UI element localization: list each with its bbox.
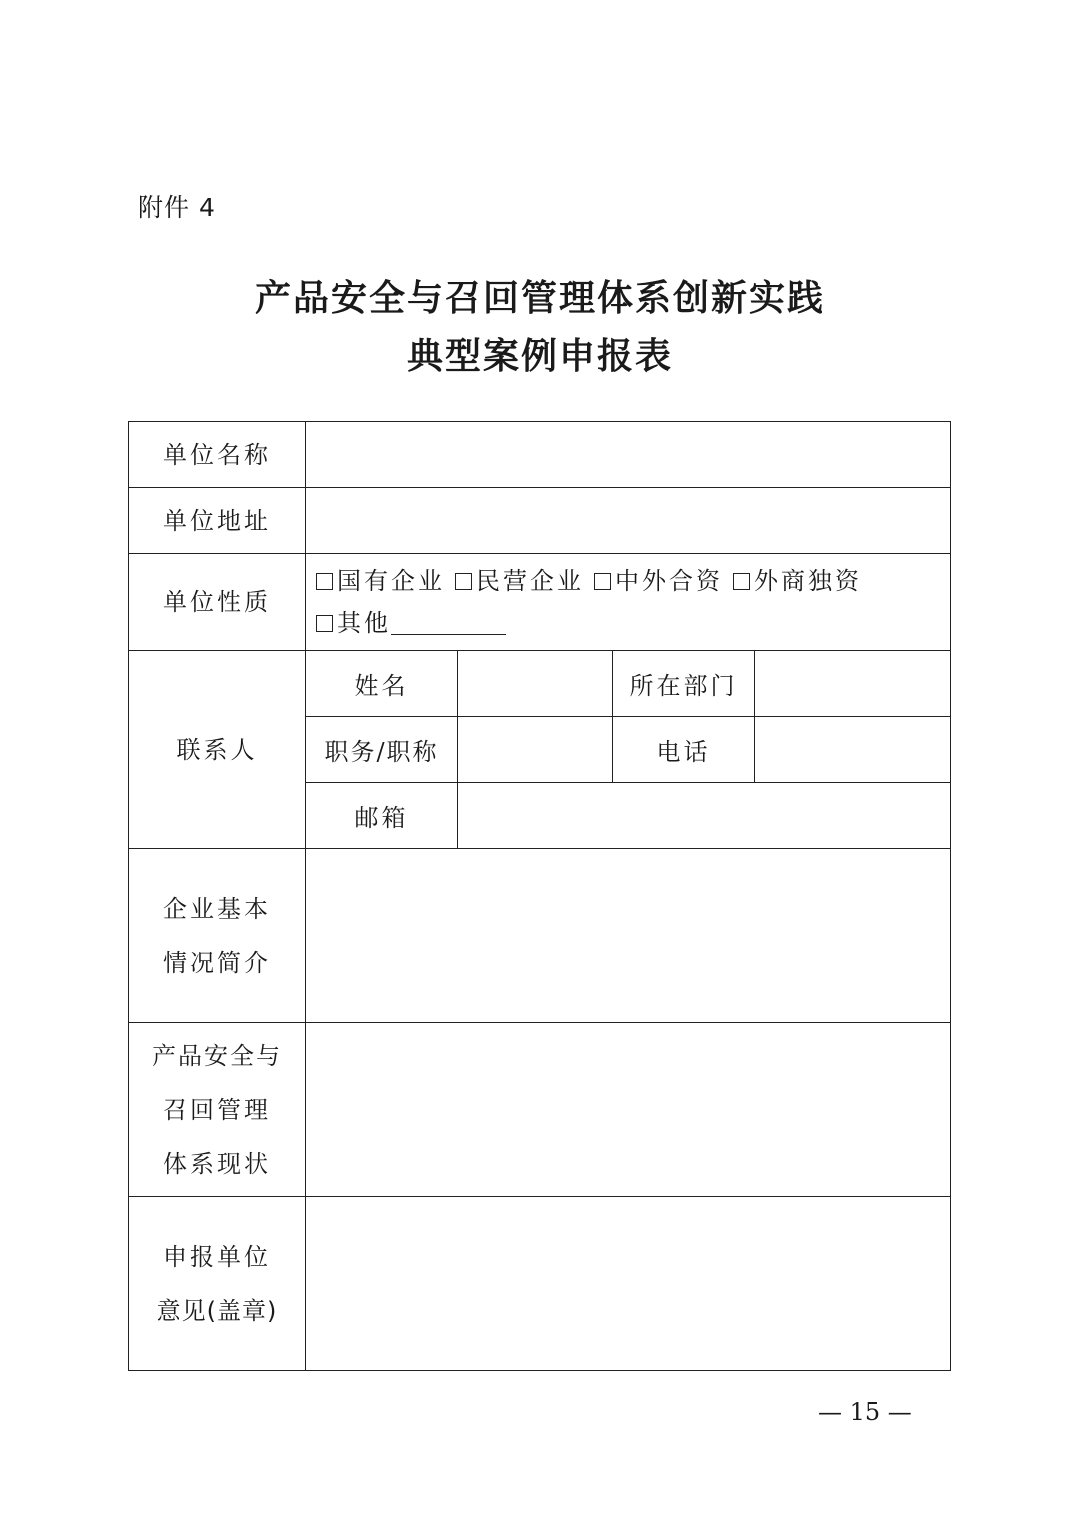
page-number: — 15 — (818, 1398, 912, 1426)
unit-nature-options (306, 554, 951, 651)
contact-name-label: 姓名 (306, 651, 458, 717)
row-contact-1 (129, 651, 951, 717)
contact-phone-field[interactable] (755, 717, 951, 783)
unit-address-field[interactable] (306, 488, 951, 554)
contact-name-field[interactable] (458, 651, 613, 717)
opinion-field[interactable] (306, 1197, 951, 1371)
contact-email-label: 邮箱 (306, 783, 458, 849)
option-state-owned[interactable]: 国有企业 (316, 560, 445, 602)
option-joint-venture[interactable]: 中外合资 (594, 560, 723, 602)
row-opinion (129, 1197, 951, 1371)
checkbox-icon[interactable] (733, 573, 750, 590)
checkbox-icon[interactable] (594, 573, 611, 590)
contact-phone-label: 电话 (613, 717, 755, 783)
company-intro-field[interactable] (306, 849, 951, 1023)
row-unit-nature (129, 554, 951, 651)
checkbox-icon[interactable] (316, 615, 333, 632)
checkbox-icon[interactable] (455, 573, 472, 590)
option-private[interactable]: 民营企业 (455, 560, 584, 602)
opinion-label: 申报单位 意见(盖章) (129, 1197, 306, 1371)
contact-label: 联系人 (129, 651, 306, 849)
unit-address-label: 单位地址 (129, 488, 306, 554)
unit-nature-label: 单位性质 (129, 554, 306, 651)
other-blank-line[interactable] (391, 612, 506, 635)
application-form-table (128, 421, 951, 1371)
contact-position-field[interactable] (458, 717, 613, 783)
unit-name-field[interactable] (306, 422, 951, 488)
contact-department-label: 所在部门 (613, 651, 755, 717)
option-other[interactable]: 其他 (316, 602, 506, 644)
checkbox-icon[interactable] (316, 573, 333, 590)
contact-department-field[interactable] (755, 651, 951, 717)
unit-name-label: 单位名称 (129, 422, 306, 488)
contact-email-field[interactable] (458, 783, 951, 849)
system-status-label: 产品安全与 召回管理 体系现状 (129, 1023, 306, 1197)
option-foreign-owned[interactable]: 外商独资 (733, 560, 862, 602)
system-status-field[interactable] (306, 1023, 951, 1197)
row-company-intro (129, 849, 951, 1023)
row-unit-name (129, 422, 951, 488)
contact-position-label: 职务/职称 (306, 717, 458, 783)
company-intro-label: 企业基本 情况简介 (129, 849, 306, 1023)
row-unit-address (129, 488, 951, 554)
row-system-status (129, 1023, 951, 1197)
form-title-line-1: 产品安全与召回管理体系创新实践 (254, 277, 825, 319)
form-title-line-2: 典型案例申报表 (406, 335, 673, 377)
attachment-label: 附件 4 (138, 193, 216, 222)
